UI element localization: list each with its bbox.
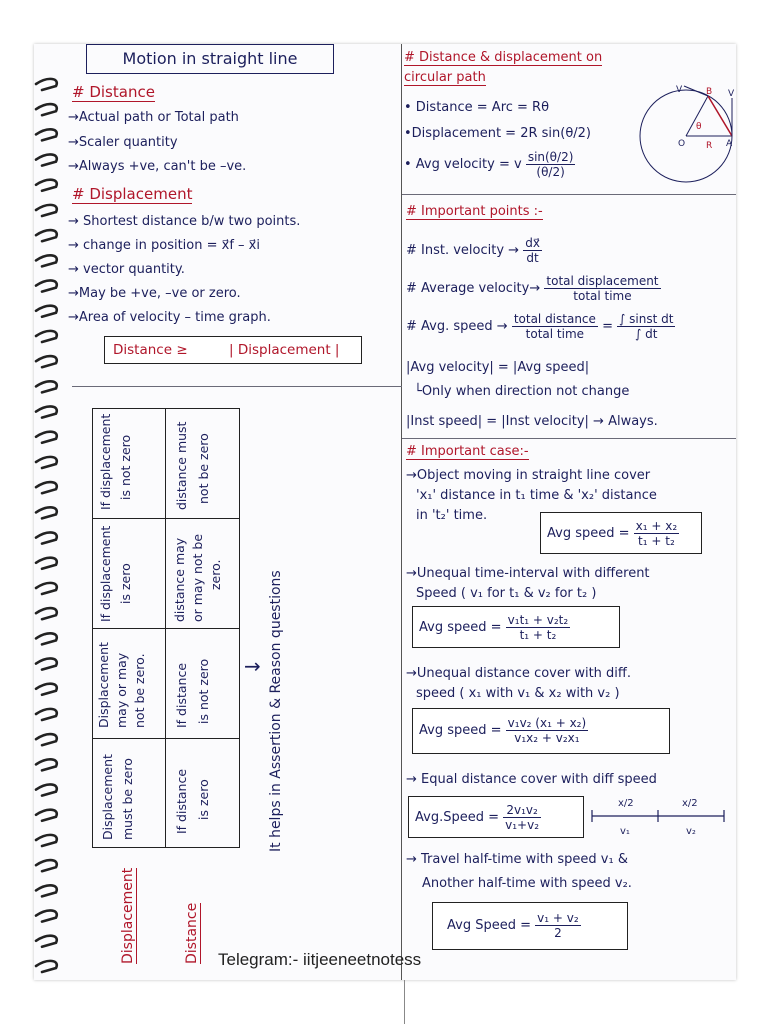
label-v2: V xyxy=(728,89,735,99)
label-a: A xyxy=(726,139,733,149)
divider-tail xyxy=(404,980,405,1024)
seg-x2-label: x/2 xyxy=(682,798,698,809)
spiral-ring xyxy=(36,810,57,821)
spiral-ring xyxy=(36,155,57,166)
important-points-heading: # Important points :- xyxy=(406,204,543,219)
spiral-ring xyxy=(36,860,57,871)
spiral-ring xyxy=(36,281,57,292)
table-arrow: → xyxy=(244,654,261,678)
table-cell-disp-2: If displacement is zero distance may or may not be zero. xyxy=(98,525,223,622)
distance-point-2: →Scaler quantity xyxy=(68,135,178,150)
inst-velocity: # Inst. velocity → $\frac{dx⃗}{dt}$ xyxy=(406,236,540,265)
assertion-note: It helps in Assertion & Reason questions xyxy=(268,570,284,852)
segment-diagram xyxy=(590,794,730,840)
displacement-point-5: →Area of velocity – time graph. xyxy=(68,310,271,325)
spiral-ring xyxy=(36,936,57,947)
table-cell-disp-4: Displacement must be zero If distance is zero xyxy=(100,754,211,840)
spiral-ring xyxy=(36,961,57,972)
notebook-page xyxy=(34,44,736,980)
case4-formula-box: Avg.Speed = $\frac{\text{2v₁v₂}}{\text{v₁+v₂}}$ xyxy=(408,796,584,838)
spiral-ring xyxy=(36,306,57,317)
avg-equality: |Avg velocity| = |Avg speed| xyxy=(406,360,590,375)
direction-condition: └Only when direction not change xyxy=(414,384,630,399)
right-divider-1 xyxy=(402,194,736,195)
circular-avg-velocity: • Avg velocity = v $\frac{\sin(\theta/2)}{(\theta/2)}$ xyxy=(404,150,574,179)
table-cell-disp-1: If displacement is not zero distance must not be zero xyxy=(98,413,211,510)
case2-line-2: Speed ( v₁ for t₁ & v₂ for t₂ ) xyxy=(416,586,597,601)
seg-v1-label: v₁ xyxy=(620,826,630,837)
spiral-ring xyxy=(36,684,57,695)
case3-line-1: →Unequal distance cover with diff. xyxy=(406,666,631,681)
case1-line-2: 'x₁' distance in t₁ time & 'x₂' distance xyxy=(416,488,657,503)
spiral-ring xyxy=(36,180,57,191)
telegram-footer: Telegram:- iitjeeneetnotess xyxy=(218,950,422,969)
distance-relation-box xyxy=(104,336,362,364)
spiral-ring xyxy=(36,734,57,745)
row-label-distance: Distance xyxy=(184,902,200,964)
spiral-ring xyxy=(36,129,57,140)
spiral-binding xyxy=(34,44,74,980)
distance-point-3: →Always +ve, can't be –ve. xyxy=(68,159,247,174)
spiral-ring xyxy=(36,255,57,266)
avg-speed: # Avg. speed → $\frac{\text{total distance}}{\text{total time}}$ = $\frac{\text{∫ sinst dt}}{\int dt}$ xyxy=(406,312,674,341)
page-title: Motion in straight line xyxy=(86,44,334,74)
spiral-ring xyxy=(36,407,57,418)
circular-displacement: •Displacement = 2R sin(θ/2) xyxy=(404,126,592,141)
left-section-divider xyxy=(72,386,402,387)
distance-displacement-table xyxy=(92,408,240,848)
displacement-heading: # Displacement xyxy=(72,185,193,203)
label-theta: θ xyxy=(696,122,702,132)
spiral-ring xyxy=(36,583,57,594)
circular-distance: • Distance = Arc = Rθ xyxy=(404,100,550,115)
label-r: R xyxy=(706,141,713,151)
spiral-ring xyxy=(36,558,57,569)
case3-line-2: speed ( x₁ with v₁ & x₂ with v₂ ) xyxy=(416,686,620,701)
case5-line-1: → Travel half-time with speed v₁ & xyxy=(406,852,628,867)
label-o: O xyxy=(678,139,686,149)
label-b: B xyxy=(706,87,713,97)
spiral-ring xyxy=(36,104,57,115)
case4-line: → Equal distance cover with diff speed xyxy=(406,772,657,787)
circular-path-diagram xyxy=(636,84,736,184)
displacement-point-4: →May be +ve, –ve or zero. xyxy=(68,286,241,301)
spiral-ring xyxy=(36,457,57,468)
displacement-point-3: → vector quantity. xyxy=(68,262,185,277)
spiral-ring xyxy=(36,633,57,644)
spiral-ring xyxy=(36,533,57,544)
table-cell-disp-3: Displacement may or may not be zero. If distance is not zero xyxy=(96,642,211,728)
spiral-ring xyxy=(36,608,57,619)
inst-equality: |Inst speed| = |Inst velocity| → Always. xyxy=(406,414,658,429)
spiral-ring xyxy=(36,659,57,670)
spiral-ring xyxy=(36,709,57,720)
circular-heading: # Distance & displacement on circular path xyxy=(404,50,603,85)
spiral-ring xyxy=(36,482,57,493)
spiral-ring xyxy=(36,381,57,392)
case1-formula-box: Avg speed = $\frac{\text{x₁ + x₂}}{\text{t₁ + t₂}}$ xyxy=(540,512,702,554)
spiral-ring xyxy=(36,885,57,896)
case5-formula-box: Avg Speed = $\frac{\text{v₁ + v₂}}{2}$ xyxy=(432,902,628,950)
important-case-heading: # Important case:- xyxy=(406,444,529,459)
case3-formula-box: Avg speed = $\frac{\text{v₁v₂ (x₁ + x₂)}}{\text{v₁x₂ + v₂x₁}}$ xyxy=(412,708,670,754)
case5-line-2: Another half-time with speed v₂. xyxy=(422,876,632,891)
distance-heading: # Distance xyxy=(72,83,155,101)
case2-formula-box: Avg speed = $\frac{\text{v₁t₁ + v₂t₂}}{\text{t₁ + t₂}}$ xyxy=(412,606,620,648)
right-divider-2 xyxy=(402,438,736,439)
spiral-ring xyxy=(36,356,57,367)
spiral-ring xyxy=(36,507,57,518)
spiral-ring xyxy=(36,230,57,241)
case2-line-1: →Unequal time-interval with different xyxy=(406,566,650,581)
spiral-ring xyxy=(36,835,57,846)
spiral-ring xyxy=(36,79,57,90)
spiral-ring xyxy=(36,205,57,216)
spiral-ring xyxy=(36,785,57,796)
spiral-ring xyxy=(36,432,57,443)
spiral-ring xyxy=(36,331,57,342)
seg-x1-label: x/2 xyxy=(618,798,634,809)
case1-line-1: →Object moving in straight line cover xyxy=(406,468,651,483)
case1-line-3: in 't₂' time. xyxy=(416,508,488,523)
relation-displacement: | Displacement | xyxy=(229,342,340,358)
average-velocity: # Average velocity→ $\frac{\text{total displacement}}{\text{total time}}$ xyxy=(406,274,659,303)
spiral-ring xyxy=(36,759,57,770)
label-v: V xyxy=(676,85,683,95)
displacement-point-2: → change in position = x⃗f – x⃗i xyxy=(68,238,260,253)
spiral-ring xyxy=(36,911,57,922)
column-divider xyxy=(401,44,402,980)
relation-distance: Distance ≥ xyxy=(113,342,188,358)
row-label-displacement: Displacement xyxy=(120,867,136,964)
seg-v2-label: v₂ xyxy=(686,826,696,837)
displacement-point-1: → Shortest distance b/w two points. xyxy=(68,214,301,229)
distance-point-1: →Actual path or Total path xyxy=(68,110,239,125)
